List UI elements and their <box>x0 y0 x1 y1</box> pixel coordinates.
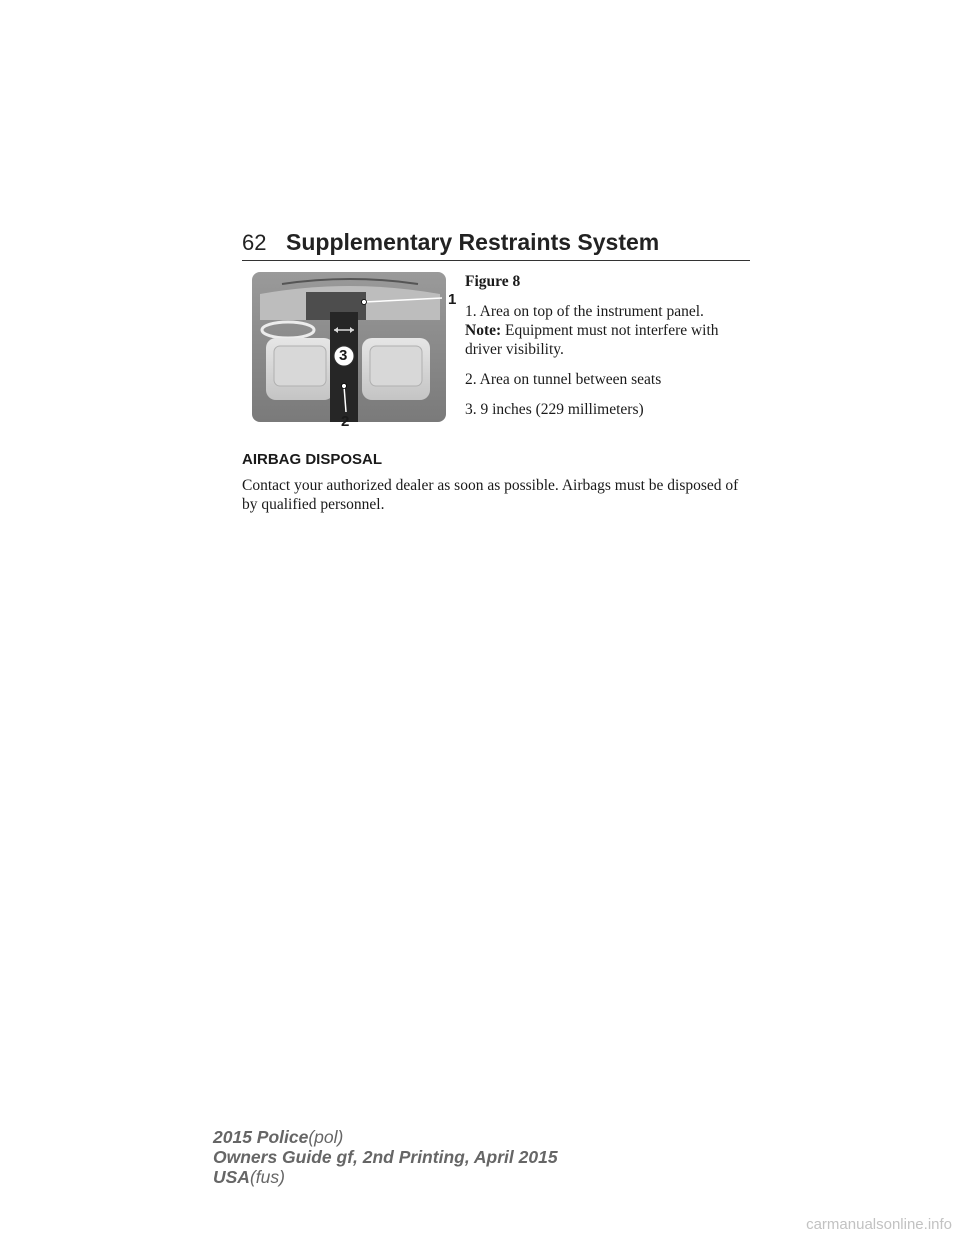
footer-market-code: (fus) <box>249 1167 285 1187</box>
callout-1-label: 1 <box>448 291 457 308</box>
airbag-disposal-body: Contact your authorized dealer as soon as possible. Airbags must be disposed of by qualified personnel. <box>242 477 739 513</box>
callout-2-label: 2 <box>341 413 350 430</box>
watermark: carmanualsonline.info <box>806 1216 952 1233</box>
note-text: Equipment must not interfere with driver visibility. <box>465 322 719 358</box>
callout-2-dot <box>342 384 347 389</box>
legend-item-2: 2. Area on tunnel between seats <box>465 371 662 388</box>
area-2-tunnel-zone <box>330 312 358 422</box>
driver-seat-cushion <box>274 346 326 386</box>
footer-market: USA <box>213 1167 250 1187</box>
footer-model-code: (pol) <box>308 1127 344 1147</box>
footer-market-line <box>213 1167 633 1187</box>
page-header <box>242 228 750 261</box>
figure-legend <box>465 272 755 430</box>
note-label: Note: <box>465 322 502 339</box>
page-number: 62 <box>242 230 267 255</box>
passenger-seat-cushion <box>370 346 422 386</box>
page-footer <box>213 1127 633 1187</box>
legend-item-1 <box>465 302 755 359</box>
section-title: Supplementary Restraints System <box>286 229 660 255</box>
legend-item-1-text: 1. Area on top of the instrument panel. <box>465 303 704 320</box>
airbag-disposal-heading: AIRBAG DISPOSAL <box>242 451 383 468</box>
legend-item-3: 3. 9 inches (229 millimeters) <box>465 401 644 418</box>
callout-3-label: 3 <box>339 347 348 364</box>
footer-model: 2015 Police <box>213 1127 309 1147</box>
footer-guide-line <box>213 1147 633 1167</box>
figure-8-illustration <box>242 272 460 432</box>
footer-guide: Owners Guide gf, 2nd Printing, April 2015 <box>213 1147 558 1167</box>
figure-caption: Figure 8 <box>465 273 521 290</box>
callout-1-dot <box>362 300 367 305</box>
footer-model-line <box>213 1127 633 1147</box>
airbag-disposal-section <box>242 450 752 514</box>
vehicle-interior-diagram <box>242 272 460 432</box>
